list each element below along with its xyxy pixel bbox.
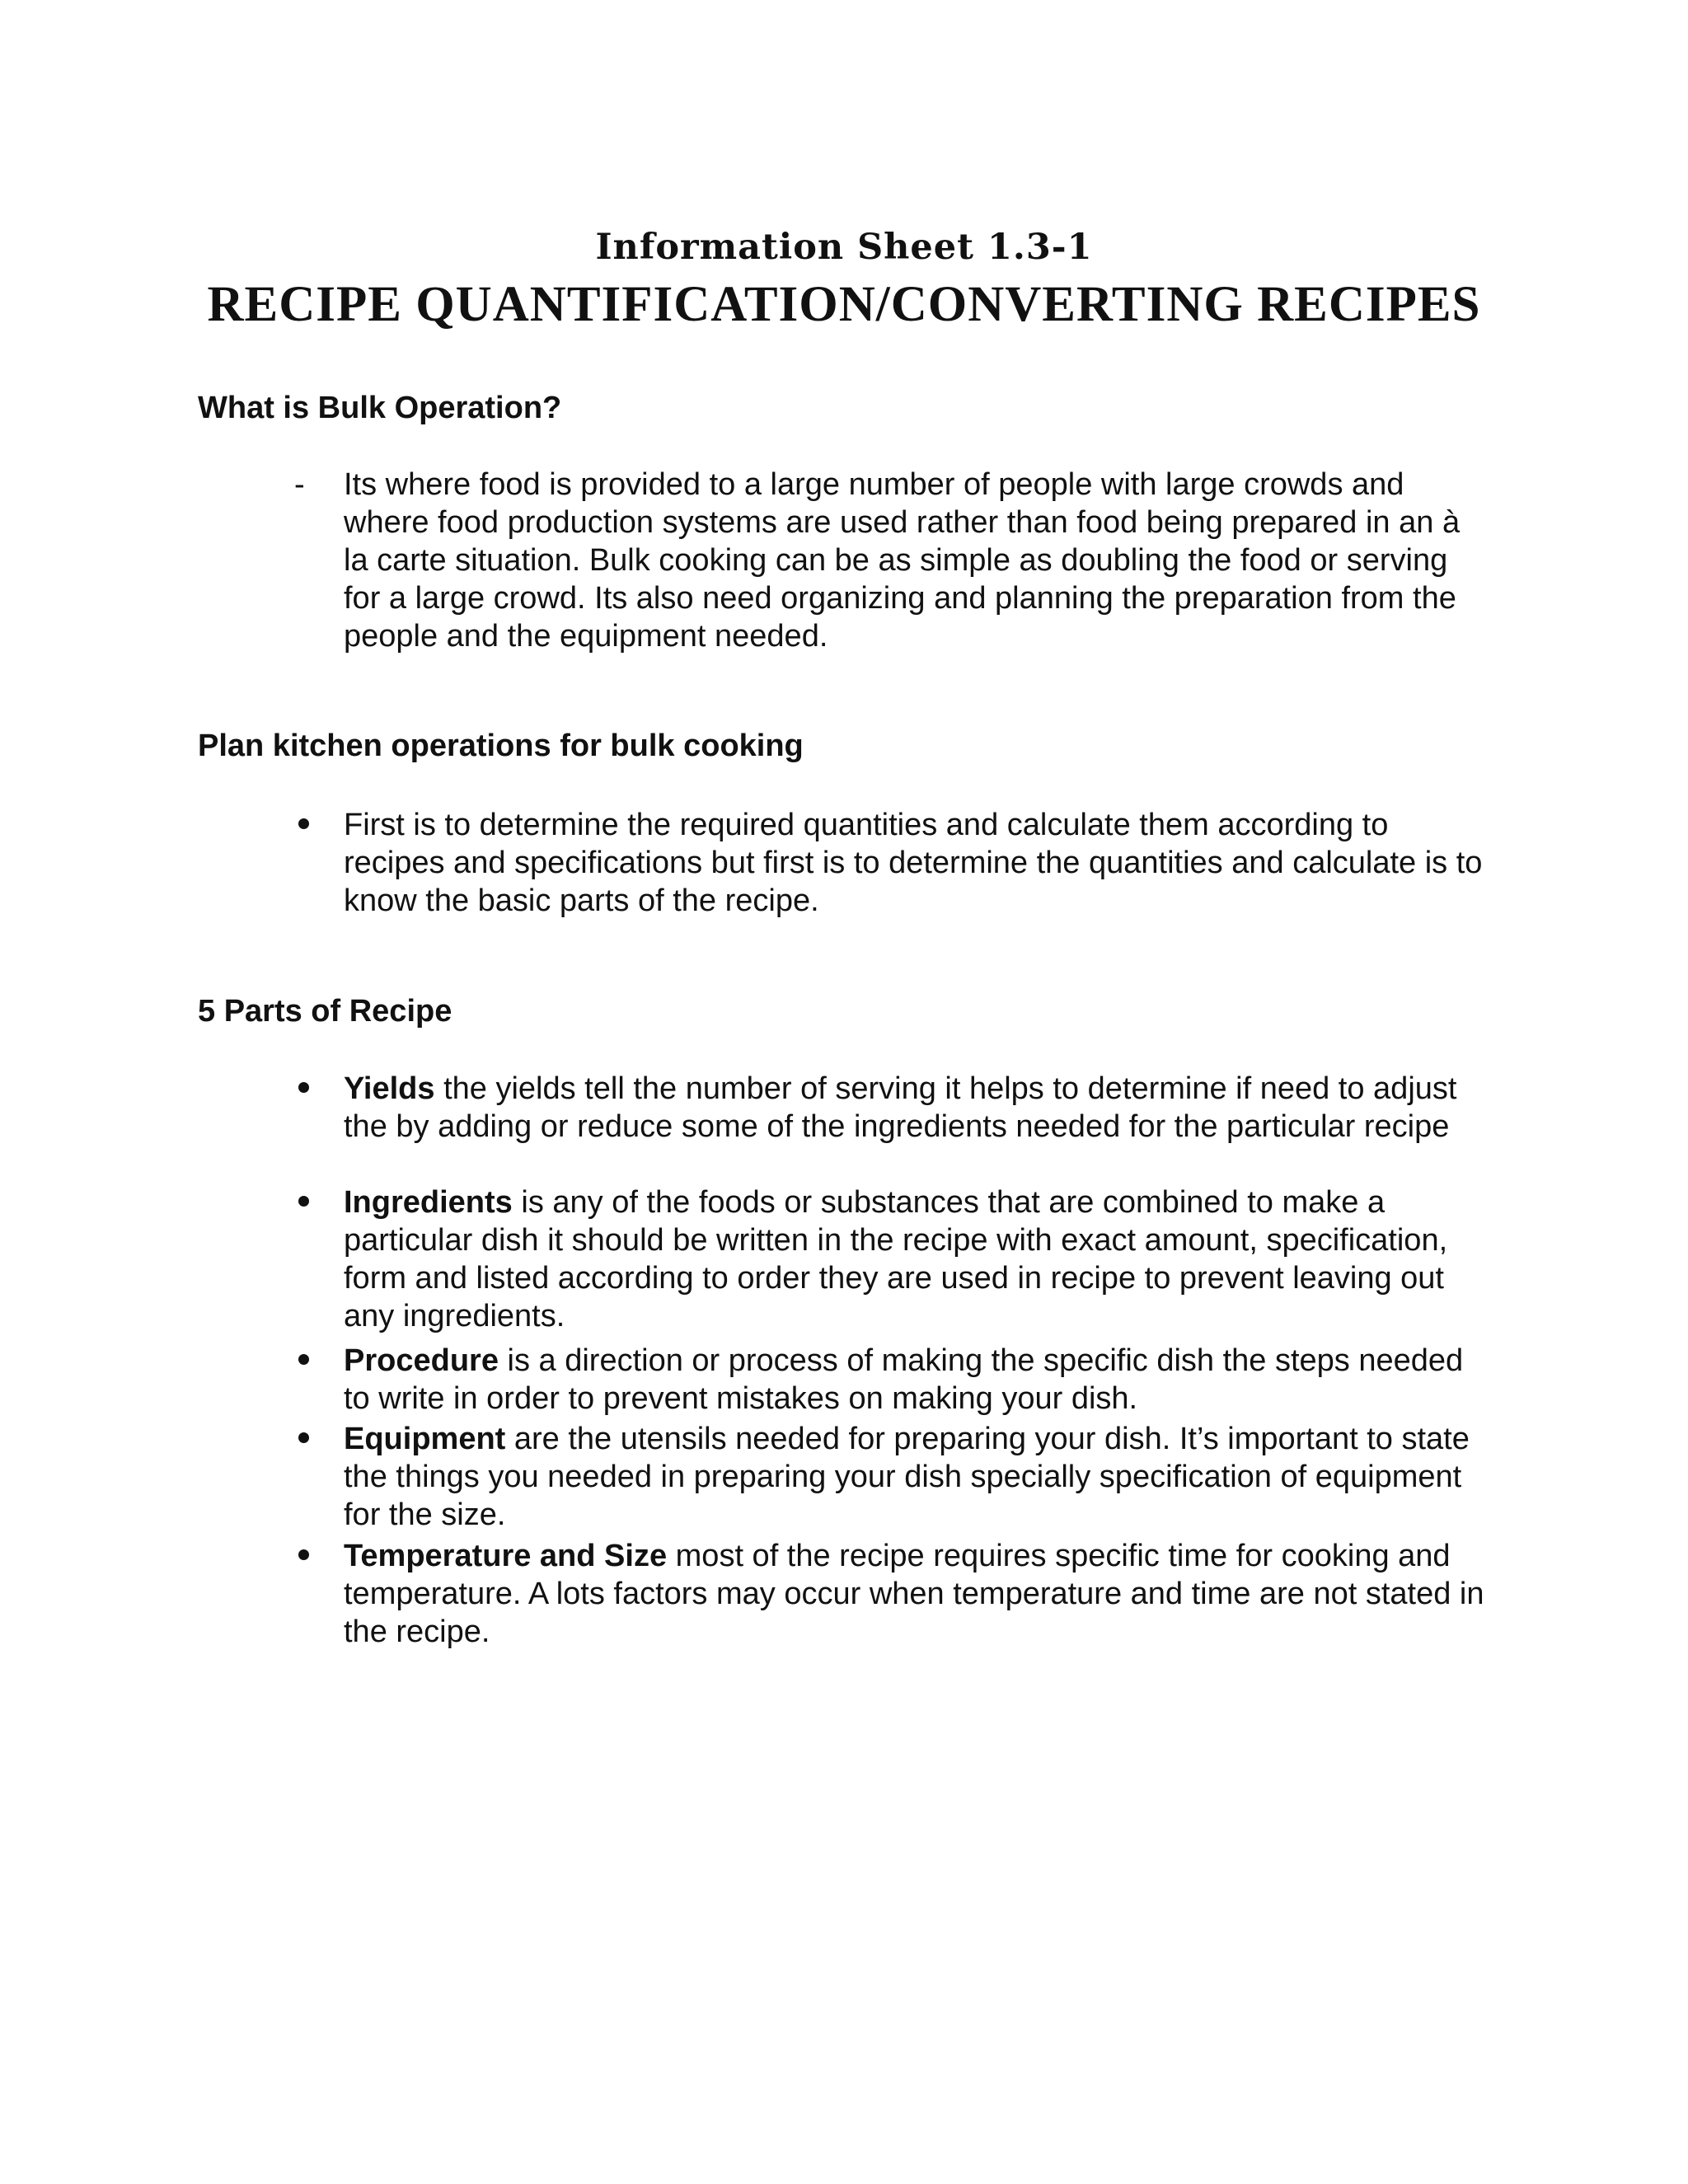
dash-marker: - (294, 467, 305, 502)
bullet-icon (298, 1549, 309, 1560)
bullet-icon (298, 1196, 309, 1207)
bulk-operation-paragraph (344, 466, 1489, 655)
list-item-text: First is to determine the required quantities and calculate them according to recipes and specifications but first is to determine the quantities and calculate is to know the basic parts of the recipe. (344, 808, 1483, 918)
list-item-temperature (344, 1537, 1489, 1651)
bullet-icon (298, 818, 309, 829)
sheet-label: Information Sheet 1.3-1 (595, 227, 1093, 268)
section-heading-bulk-operation: What is Bulk Operation? (198, 391, 562, 425)
list-item-yields (344, 1070, 1489, 1146)
list-item-equipment (344, 1420, 1489, 1534)
list-item-first-step (344, 806, 1489, 920)
list-item-text: most of the recipe requires specific time for cooking and temperature. A lots factors may occur when temperature and time are not stated in the recipe. (344, 1539, 1484, 1649)
bullet-icon (298, 1082, 309, 1093)
term-ingredients: Ingredients (344, 1185, 513, 1220)
term-temperature-and-size: Temperature and Size (344, 1539, 668, 1573)
list-item-text: the yields tell the number of serving it helps to determine if need to adjust the by adding or reduce some of the ingredients needed for the particular recipe (344, 1071, 1457, 1144)
list-item-procedure (344, 1342, 1489, 1418)
term-yields: Yields (344, 1071, 435, 1106)
bullet-icon (298, 1354, 309, 1365)
list-item-ingredients (344, 1183, 1489, 1335)
section-heading-parts-of-recipe: 5 Parts of Recipe (198, 994, 452, 1029)
term-procedure: Procedure (344, 1343, 499, 1378)
list-item-text: is any of the foods or substances that are combined to make a particular dish it should be written in the recipe with exact amount, specification, form and listed according to order they are used in recipe to prevent leaving out any ingredients. (344, 1185, 1448, 1333)
list-item-text: is a direction or process of making the specific dish the steps needed to write in order to prevent mistakes on making your dish. (344, 1343, 1464, 1416)
list-item-text: are the utensils needed for preparing your dish. It’s important to state the things you needed in preparing your dish specially specification of equipment for the size. (344, 1422, 1470, 1532)
page-title: RECIPE QUANTIFICATION/CONVERTING RECIPES (207, 277, 1481, 332)
paragraph-text: Its where food is provided to a large number of people with large crowds and where food production systems are used rather than food being prepared in an à la carte situation. Bulk cooking can be as simple as doubling the food or serving for a large crowd. Its also need organizing and planning the preparation from the people and the equipment needed. (344, 467, 1461, 654)
term-equipment: Equipment (344, 1422, 506, 1456)
bullet-icon (298, 1432, 309, 1443)
section-heading-plan-kitchen: Plan kitchen operations for bulk cooking (198, 729, 804, 763)
